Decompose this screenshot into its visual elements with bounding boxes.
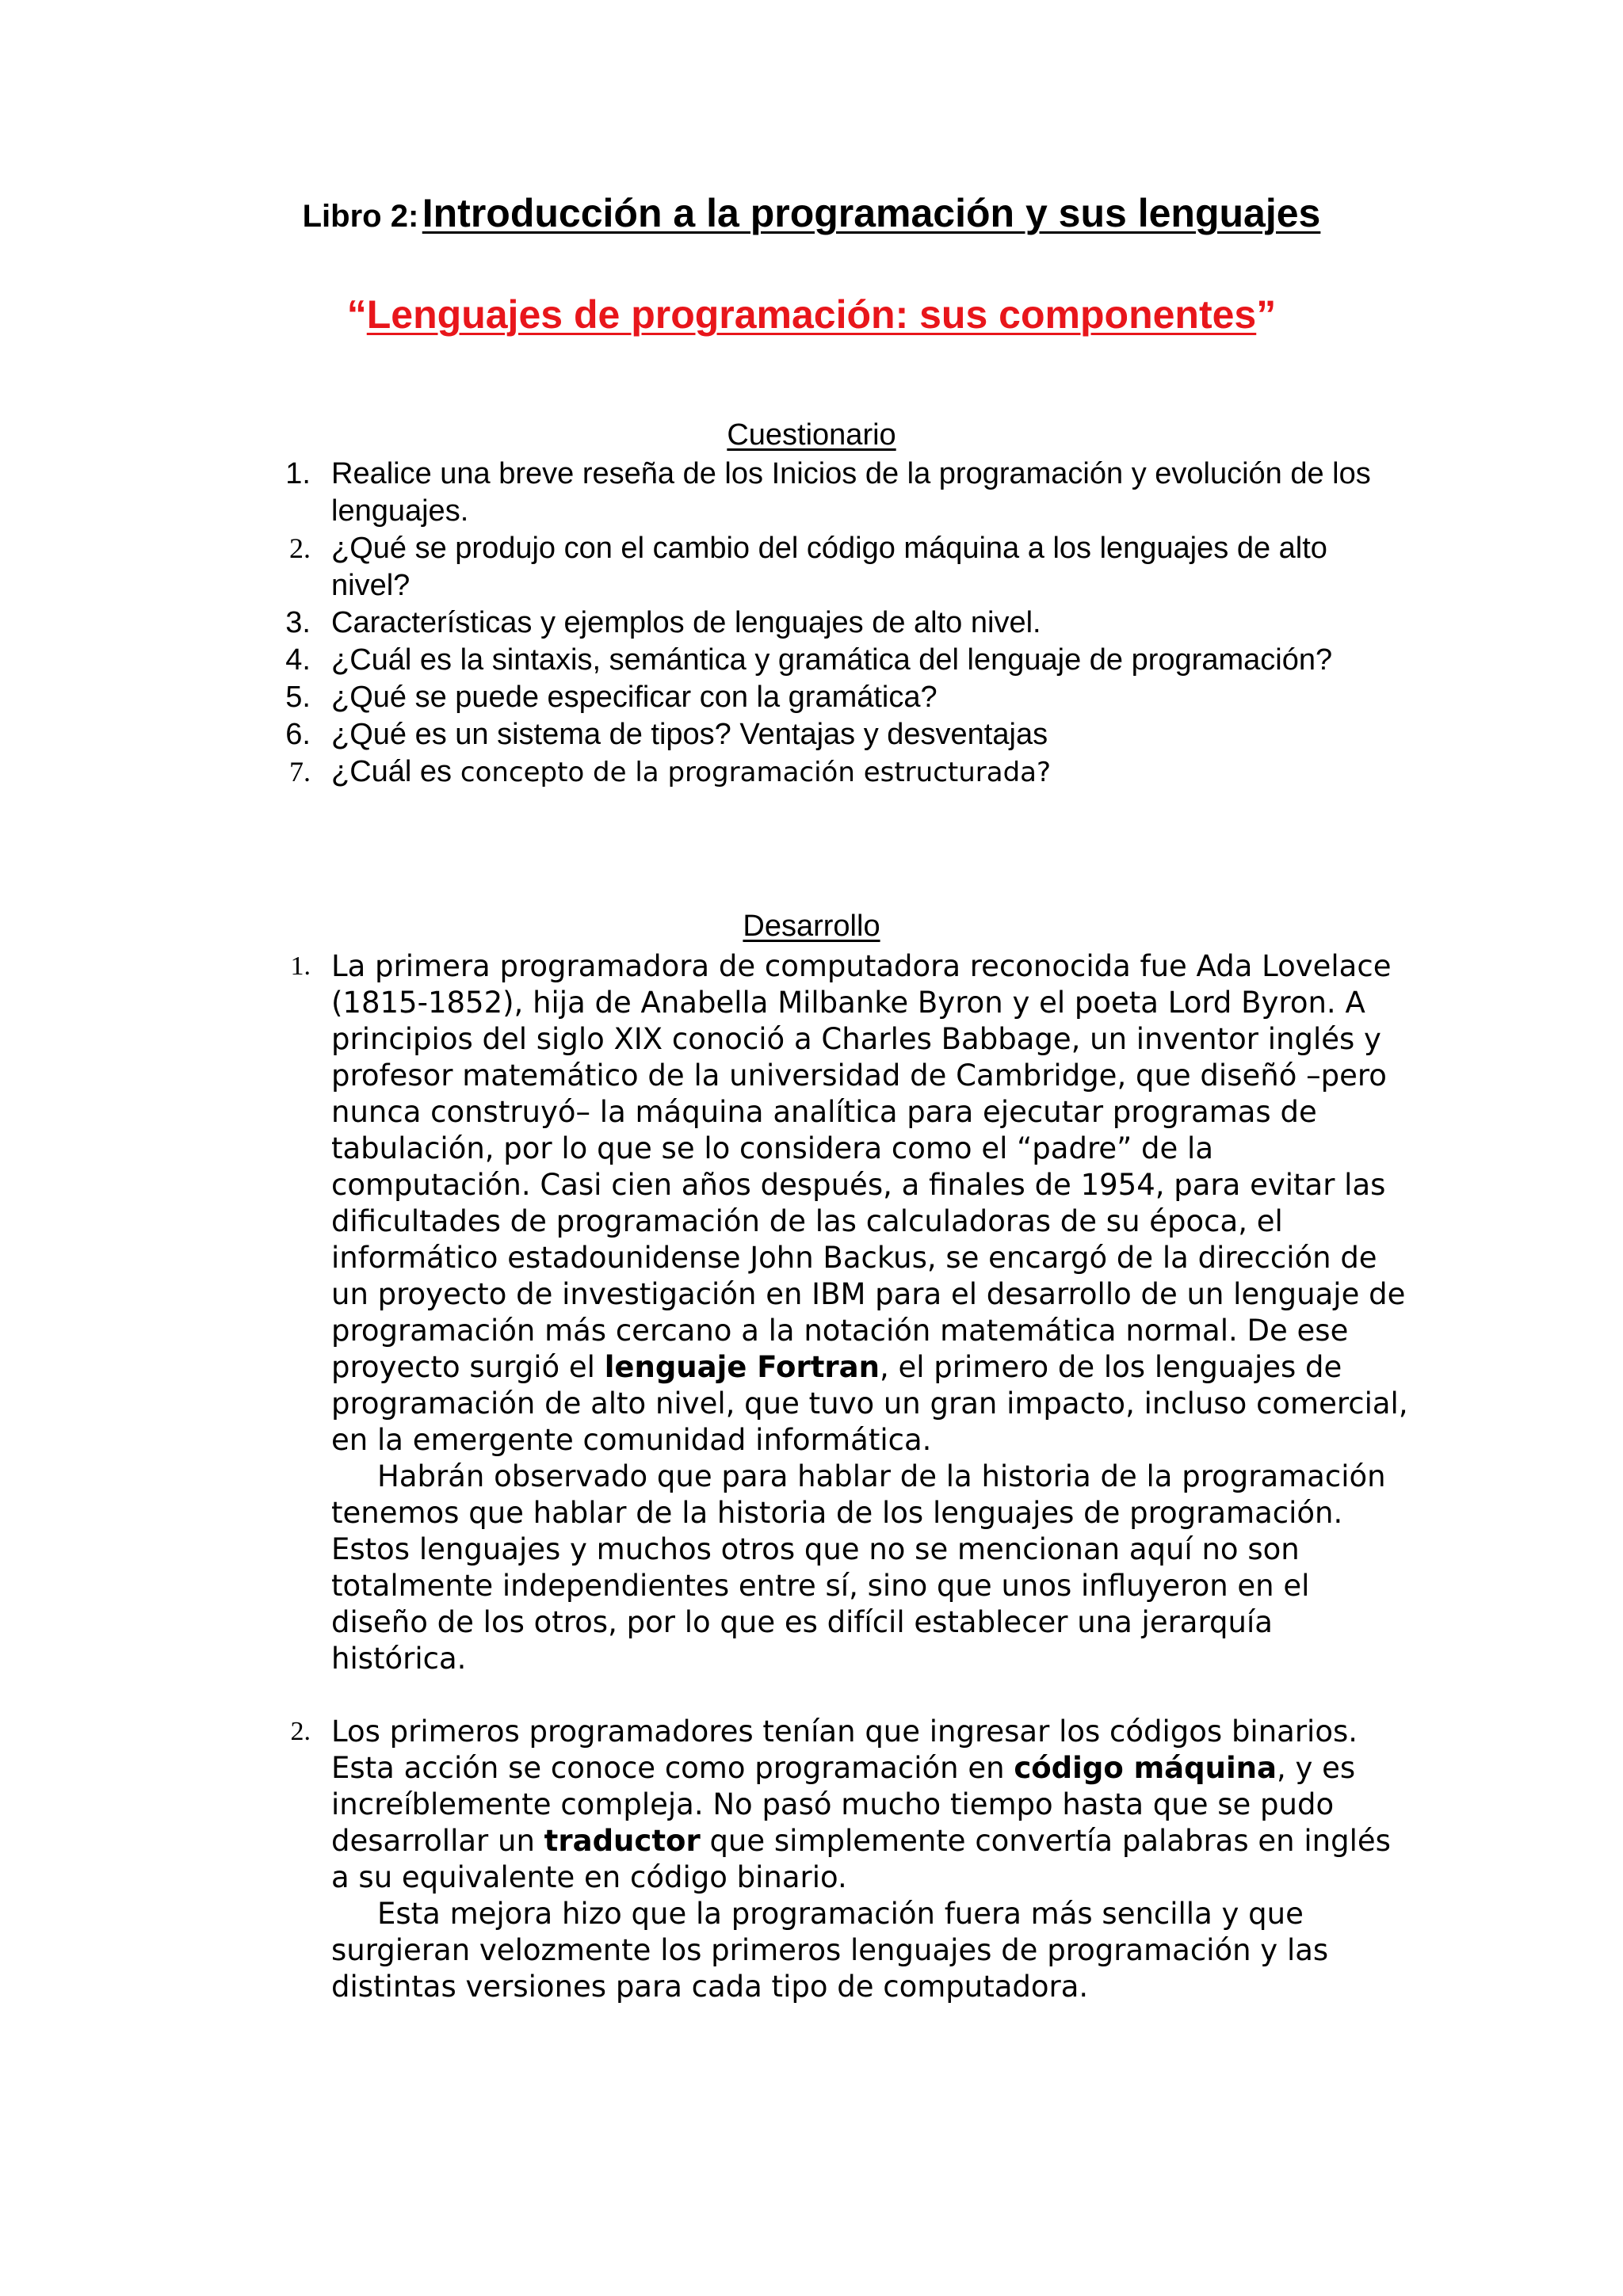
list-item xyxy=(269,642,1411,679)
item-text: ¿Cuál es la sintaxis, semántica y gramática del lenguaje de programación? xyxy=(331,643,1333,677)
development-heading: Desarrollo xyxy=(743,910,880,943)
bold-term: código máquina xyxy=(1014,1751,1277,1785)
list-item xyxy=(269,753,1411,791)
bold-term: traductor xyxy=(544,1824,701,1858)
paragraph: Habrán observado que para hablar de la historia de la programación tenemos que hablar de la historia de los lenguajes de programación. Estos lenguajes y muchos otros que no se mencionan aquí no son totalmente independientes entre sí, sino que unos influyeron en el diseño de los otros, por lo que es difícil establecer una jerarquía histórica. xyxy=(331,1459,1386,1676)
book-title: Introducción a la programación y sus lenguajes xyxy=(422,191,1321,235)
item-text: ¿Qué se puede especificar con la gramática? xyxy=(331,681,938,714)
list-item xyxy=(269,530,1411,605)
paragraph-text: , el primero de los lenguajes de programación de alto nivel, que tuvo un gran impacto, incluso comercial, en la emergente comunidad informática. xyxy=(331,1350,1408,1457)
list-item xyxy=(269,716,1411,753)
item-text-end: concepto de la programación estructurada? xyxy=(452,757,1052,788)
list-item xyxy=(269,605,1411,642)
paragraph-text: que simplemente convertía palabras en inglés a su equivalente en código binario. xyxy=(331,1824,1391,1894)
subtitle-text: Lenguajes de programación: sus componentes xyxy=(366,292,1257,337)
paragraph xyxy=(331,948,1411,1459)
item-text-start: ¿Cuál es xyxy=(331,755,453,788)
list-item xyxy=(269,948,1411,1677)
item-text: Realice una breve reseña de los Inicios de la programación y evolución de los lenguajes. xyxy=(331,457,1371,528)
list-item xyxy=(269,679,1411,716)
paragraph-text: La primera programadora de computadora reconocida fue Ada Lovelace (1815-1852), hija de Anabella Milbanke Byron y el poeta Lord Byron. A principios del siglo XIX conoció a Charles Babbage, un inventor inglés y profesor matemático de la universidad de Cambridge, que diseñó –pero nunca construyó– la máquina analítica para ejecutar programas de tabulación, por lo que se lo considera como el “padre” de la computación. Casi cien años después, a finales de 1954, para evitar las dificultades de programación de las calculadoras de su época, el informático estadounidense John Backus, se encargó de la dirección de un proyecto de investigación en IBM para el desarrollo de un lenguaje de programación más cercano a la notación matemática normal. De ese proyecto surgió el xyxy=(331,949,1406,1384)
paragraph-text: , y es increíblemente compleja. No pasó mucho tiempo hasta que se pudo desarrollar un xyxy=(331,1751,1356,1858)
questionnaire-list xyxy=(269,456,1411,791)
item-number: 3. xyxy=(285,606,311,639)
questionnaire-heading: Cuestionario xyxy=(727,418,896,452)
bold-term: lenguaje Fortran xyxy=(604,1350,880,1384)
development-list xyxy=(269,948,1411,2005)
item-text: Características y ejemplos de lenguajes de alto nivel. xyxy=(331,606,1041,639)
open-quote: “ xyxy=(346,292,367,337)
close-quote: ” xyxy=(1256,292,1277,337)
item-number: 6. xyxy=(285,718,311,751)
book-prefix: Libro 2: xyxy=(302,199,419,234)
item-number: 1. xyxy=(290,952,311,981)
list-item xyxy=(269,1714,1411,2005)
list-item xyxy=(269,456,1411,530)
item-number: 7. xyxy=(289,756,311,788)
item-number: 1. xyxy=(285,457,311,490)
book-heading xyxy=(0,190,1623,236)
document-subtitle xyxy=(0,292,1623,338)
item-text: ¿Qué es un sistema de tipos? Ventajas y desventajas xyxy=(331,718,1048,751)
paragraph: Esta mejora hizo que la programación fuera más sencilla y que surgieran velozmente los primeros lenguajes de programación y las distintas versiones para cada tipo de computadora. xyxy=(331,1897,1329,2004)
item-number: 2. xyxy=(290,1717,311,1746)
paragraph xyxy=(331,1714,1411,1896)
item-text: ¿Qué se produjo con el cambio del código máquina a los lenguajes de alto nivel? xyxy=(331,532,1327,602)
item-number: 5. xyxy=(285,681,311,714)
item-number: 2. xyxy=(289,532,311,564)
item-number: 4. xyxy=(285,643,311,677)
paragraph-text: Los primeros programadores tenían que ingresar los códigos binarios. Esta acción se conoce como programación en xyxy=(331,1714,1358,1785)
